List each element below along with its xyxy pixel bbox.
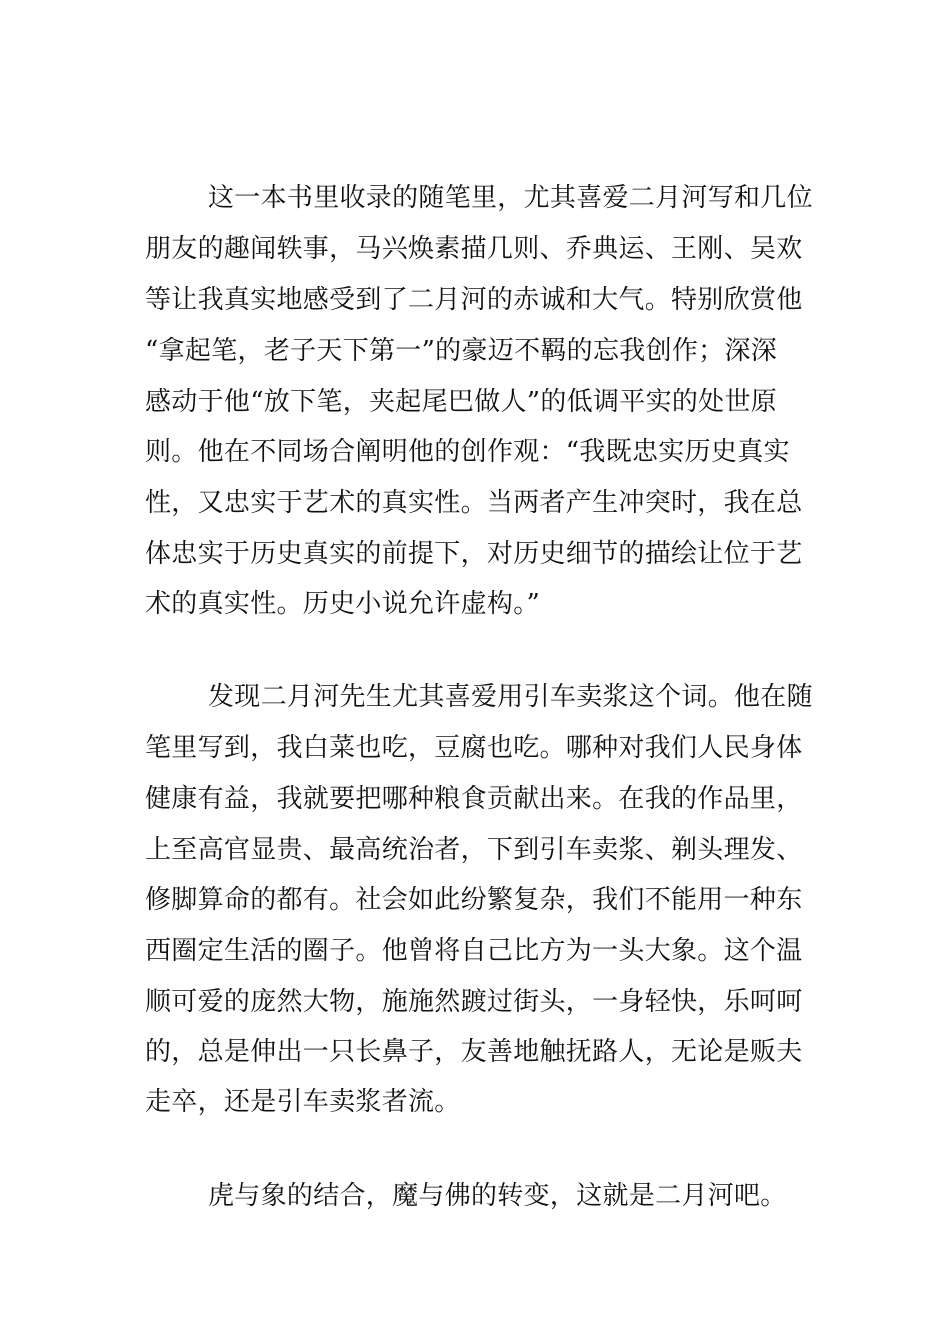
paragraph-line: 走卒，还是引车卖浆者流。: [145, 1087, 461, 1117]
paragraph-line: 朋友的趣闻轶事，马兴焕素描几则、乔典运、王刚、吴欢: [145, 234, 803, 264]
paragraph-line: 西圈定生活的圈子。他曾将自己比方为一头大象。这个温: [145, 936, 803, 966]
paragraph-line: 这一本书里收录的随笔里，尤其喜爱二月河写和几位: [208, 183, 813, 213]
paragraph-line: 顺可爱的庞然大物，施施然踱过街头，一身轻快，乐呵呵: [145, 987, 803, 1017]
paragraph-line: 等让我真实地感受到了二月河的赤诚和大气。特别欣赏他: [145, 285, 803, 315]
paragraph-line: 虎与象的结合，魔与佛的转变，这就是二月河吧。: [208, 1181, 787, 1211]
paragraph-line: 修脚算命的都有。社会如此纷繁复杂，我们不能用一种东: [145, 885, 803, 915]
paragraph-line: 性，又忠实于艺术的真实性。当两者产生冲突时，我在总: [145, 488, 803, 518]
paragraph-line: 则。他在不同场合阐明他的创作观：“我既忠实历史真实: [145, 437, 790, 467]
paragraph-line: 的，总是伸出一只长鼻子，友善地触抚路人，无论是贩夫: [145, 1037, 803, 1067]
paragraph-line: “拿起笔，老子天下第一”的豪迈不羁的忘我创作；深深: [145, 336, 778, 366]
paragraph-line: 上至高官显贵、最高统治者，下到引车卖浆、剃头理发、: [145, 835, 803, 865]
paragraph-line: 感动于他“放下笔，夹起尾巴做人”的低调平实的处世原: [145, 387, 778, 417]
paragraph-line: 体忠实于历史真实的前提下，对历史细节的描绘让位于艺: [145, 539, 803, 569]
paragraph-line: 健康有益，我就要把哪种粮食贡献出来。在我的作品里，: [145, 784, 803, 814]
paragraph-line: 术的真实性。历史小说允许虚构。”: [145, 589, 541, 619]
paragraph-line: 笔里写到，我白菜也吃，豆腐也吃。哪种对我们人民身体: [145, 733, 803, 763]
paragraph-line: 发现二月河先生尤其喜爱用引车卖浆这个词。他在随: [208, 682, 813, 712]
